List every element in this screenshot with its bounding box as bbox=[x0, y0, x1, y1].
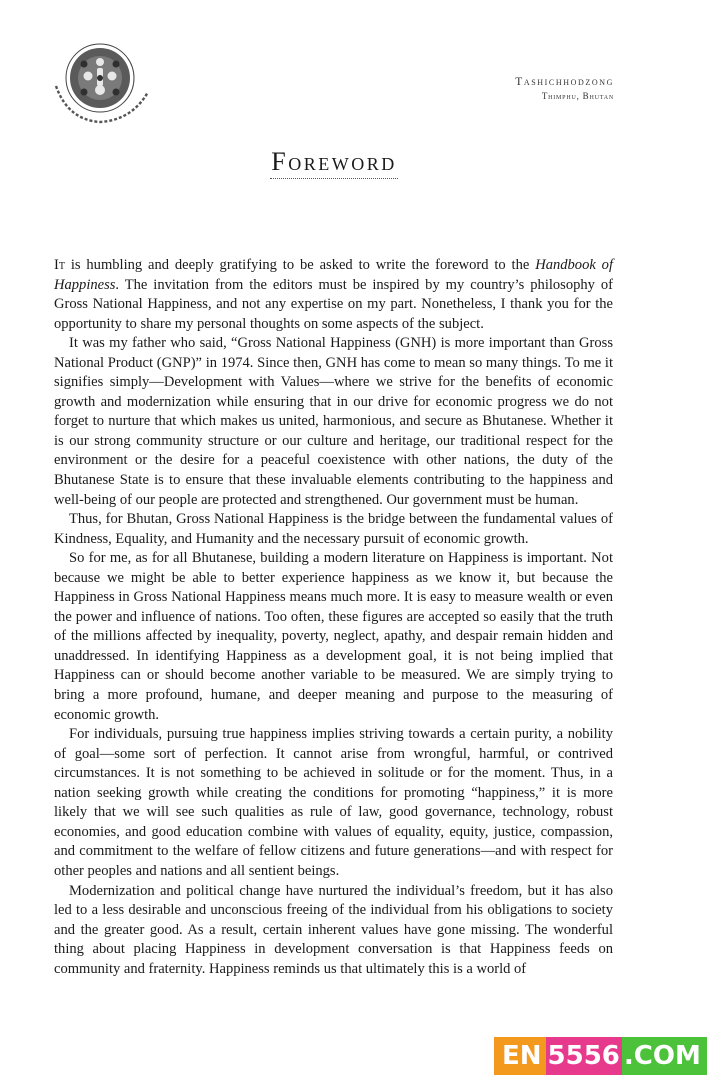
paragraph-1 bbox=[54, 256, 613, 334]
paragraph-4: So for me, as for all Bhutanese, building a modern literature on Happiness is important. Not because we might be able to better experience happiness as we know it, but because the Happiness in Gross National Happiness means much more. It is easy to measure wealth or even the power and influence of nations. Too often, these figures are accepted so easily that the truth of the millions affected by inequality, poverty, neglect, apathy, and despair remain hidden and unaddressed. In identifying Happiness as a development goal, it is not being implied that Happiness can or should become another variable to be measured. We are simply trying to bring a more profound, humane, and deeper meaning and purpose to the measuring of economic growth. bbox=[54, 550, 613, 723]
location-line-2: Thimphu, Bhutan bbox=[541, 91, 614, 101]
watermark-part-2: 5556 bbox=[546, 1037, 622, 1075]
royal-seal-icon bbox=[48, 42, 156, 126]
watermark-logo bbox=[494, 1037, 701, 1075]
book-title-italic: Handbook of Happiness bbox=[54, 257, 613, 293]
paragraph-1-a: is humbling and deeply gratifying to be asked to write the foreword to the bbox=[64, 257, 536, 273]
watermark-part-3: .COM bbox=[622, 1037, 707, 1075]
paragraph-3: Thus, for Bhutan, Gross National Happiness is the bridge between the fundamental values of Kindness, Equality, and Humanity and the necessary pursuit of economic growth. bbox=[54, 511, 613, 547]
watermark-part-1: EN bbox=[494, 1037, 546, 1075]
location-block bbox=[515, 76, 614, 101]
foreword-body bbox=[54, 256, 613, 979]
paragraph-1-b: . The invitation from the editors must be inspired by my country’s philosophy of Gross National Happiness, and not any expertise on my part. Nonetheless, I thank you for the opportunity to share my personal thoughts on some aspects of the subject. bbox=[54, 276, 613, 332]
paragraph-2: It was my father who said, “Gross National Happiness (GNH) is more important than Gross National Product (GNP)” in 1974. Since then, GNH has come to mean so many things. To me it signifies simply—Development with Values—where we strive for the benefits of economic growth and modernization while ensuring that in our drive for economic progress we do not forget to nurture that which makes us united, harmonious, and secure as Bhutanese. Whether it is our strong community structure or our culture and heritage, our traditional respect for the environment or the desire for a peaceful coexistence with other nations, the duty of the Bhutanese State is to ensure that these invaluable elements contributing to the happiness and well-being of our people are protected and strengthened. Our government must be human. bbox=[54, 335, 613, 508]
page-title bbox=[0, 147, 668, 177]
page-title-text: Foreword bbox=[270, 147, 397, 179]
location-line-1: Tashichhodzong bbox=[515, 76, 614, 88]
paragraph-1-lead: It bbox=[54, 257, 65, 273]
paragraph-6: Modernization and political change have nurtured the individual’s freedom, but it has also led to a less desirable and unconscious freeing of the individual from his obligations to society and the greater good. As a result, certain inherent values have gone missing. The wonderful thing about placing Happiness in development conversation is that Happiness feeds on community and fraternity. Happiness reminds us that ultimately this is a world of bbox=[54, 882, 613, 977]
paragraph-5: For individuals, pursuing true happiness implies striving towards a certain purity, a nobility of goal—some sort of perfection. It cannot arise from wrongful, harmful, or contrived circumstances. It is not something to be achieved in solitude or for the moment. Thus, in a nation seeking growth while creating the conditions for promoting “happiness,” it is more likely that we will see such qualities as rule of law, good governance, technology, robust economies, and good education combine with values of equality, equity, justice, compassion, and commitment to the welfare of fellow citizens and future generations—and with respect for other peoples and nations and all sentient beings. bbox=[54, 726, 613, 879]
